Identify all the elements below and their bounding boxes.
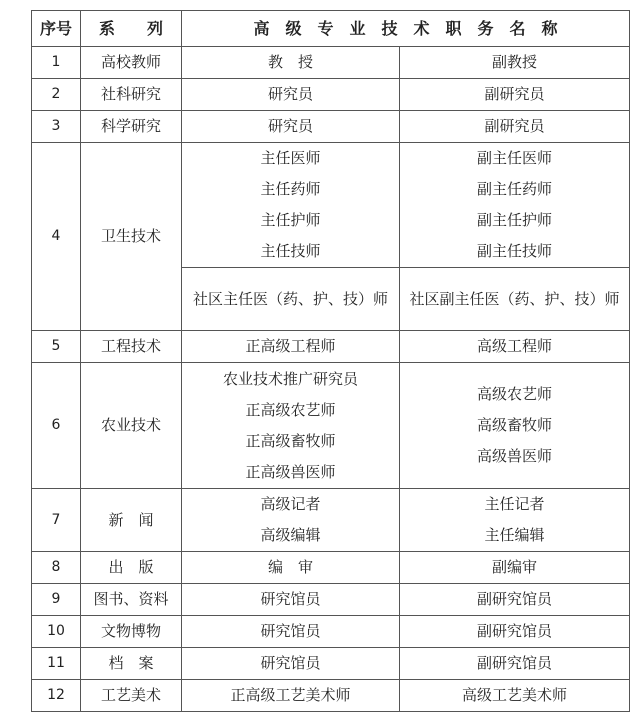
row-vice-community: 社区副主任医（药、护、技）师 xyxy=(400,268,630,331)
row-senior: 研究员 xyxy=(182,111,400,143)
table-row xyxy=(32,648,630,680)
row-senior: 研究馆员 xyxy=(182,648,400,680)
table-row xyxy=(32,489,630,552)
row-series: 图书、资料 xyxy=(81,584,182,616)
table-row xyxy=(32,79,630,111)
vice-item: 高级农艺师 xyxy=(477,385,553,403)
vice-item: 副主任护师 xyxy=(477,211,553,229)
row-senior: 编 审 xyxy=(182,552,400,584)
vice-item: 高级畜牧师 xyxy=(477,416,553,434)
table-row xyxy=(32,680,630,712)
table-row xyxy=(32,616,630,648)
row-no: 4 xyxy=(32,143,81,331)
table-row xyxy=(32,47,630,79)
row-vice: 高级工艺美术师 xyxy=(400,680,630,712)
row-series: 档 案 xyxy=(81,648,182,680)
row-senior xyxy=(182,363,400,489)
title-table xyxy=(31,10,630,712)
row-vice: 高级工程师 xyxy=(400,331,630,363)
row-senior: 正高级工程师 xyxy=(182,331,400,363)
row-vice: 副研究馆员 xyxy=(400,616,630,648)
row-senior: 教 授 xyxy=(182,47,400,79)
senior-item: 高级记者 xyxy=(260,495,321,513)
row-no: 8 xyxy=(32,552,81,584)
header-series: 系 列 xyxy=(81,11,182,47)
row-senior: 研究馆员 xyxy=(182,616,400,648)
row-senior xyxy=(182,143,400,268)
row-series: 新 闻 xyxy=(81,489,182,552)
row-senior xyxy=(182,489,400,552)
row-series: 文物博物 xyxy=(81,616,182,648)
row-vice: 副研究员 xyxy=(400,111,630,143)
row-vice: 副编审 xyxy=(400,552,630,584)
table-row xyxy=(32,552,630,584)
row-vice: 副教授 xyxy=(400,47,630,79)
senior-item: 主任医师 xyxy=(260,149,321,167)
row-senior-community: 社区主任医（药、护、技）师 xyxy=(182,268,400,331)
row-senior: 研究馆员 xyxy=(182,584,400,616)
row-series: 社科研究 xyxy=(81,79,182,111)
row-series: 农业技术 xyxy=(81,363,182,489)
table-row xyxy=(32,331,630,363)
row-no: 11 xyxy=(32,648,81,680)
row-vice: 副研究员 xyxy=(400,79,630,111)
senior-item: 主任技师 xyxy=(260,242,321,260)
vice-item: 副主任医师 xyxy=(477,149,553,167)
row-no: 10 xyxy=(32,616,81,648)
row-vice: 副研究馆员 xyxy=(400,584,630,616)
table-row xyxy=(32,111,630,143)
senior-item: 正高级农艺师 xyxy=(245,400,336,419)
vice-item: 主任记者 xyxy=(484,495,545,513)
row-series: 高校教师 xyxy=(81,47,182,79)
senior-item: 正高级畜牧师 xyxy=(245,431,336,450)
vice-item: 副主任药师 xyxy=(477,180,553,198)
senior-item: 正高级兽医师 xyxy=(245,462,336,481)
row-series: 工程技术 xyxy=(81,331,182,363)
table-row xyxy=(32,363,630,489)
header-row xyxy=(32,11,630,47)
row-no: 12 xyxy=(32,680,81,712)
row-vice xyxy=(400,489,630,552)
senior-item: 主任药师 xyxy=(260,180,321,198)
row-no: 2 xyxy=(32,79,81,111)
row-vice xyxy=(400,143,630,268)
row-series: 科学研究 xyxy=(81,111,182,143)
row-no: 3 xyxy=(32,111,81,143)
vice-item: 高级兽医师 xyxy=(477,447,553,465)
row-series: 工艺美术 xyxy=(81,680,182,712)
row-senior: 研究员 xyxy=(182,79,400,111)
vice-item: 副主任技师 xyxy=(477,242,553,260)
senior-item: 主任护师 xyxy=(260,211,321,229)
table-row xyxy=(32,143,630,268)
vice-item: 主任编辑 xyxy=(484,526,545,544)
row-vice: 副研究馆员 xyxy=(400,648,630,680)
row-vice xyxy=(400,363,630,489)
senior-item: 农业技术推广研究员 xyxy=(222,369,358,388)
header-title: 高 级 专 业 技 术 职 务 名 称 xyxy=(182,11,630,47)
row-no: 6 xyxy=(32,363,81,489)
row-series: 卫生技术 xyxy=(81,143,182,331)
row-no: 1 xyxy=(32,47,81,79)
row-no: 5 xyxy=(32,331,81,363)
header-no: 序号 xyxy=(32,11,81,47)
table-row xyxy=(32,584,630,616)
row-no: 7 xyxy=(32,489,81,552)
row-senior: 正高级工艺美术师 xyxy=(182,680,400,712)
senior-item: 高级编辑 xyxy=(260,526,321,544)
row-series: 出 版 xyxy=(81,552,182,584)
row-no: 9 xyxy=(32,584,81,616)
